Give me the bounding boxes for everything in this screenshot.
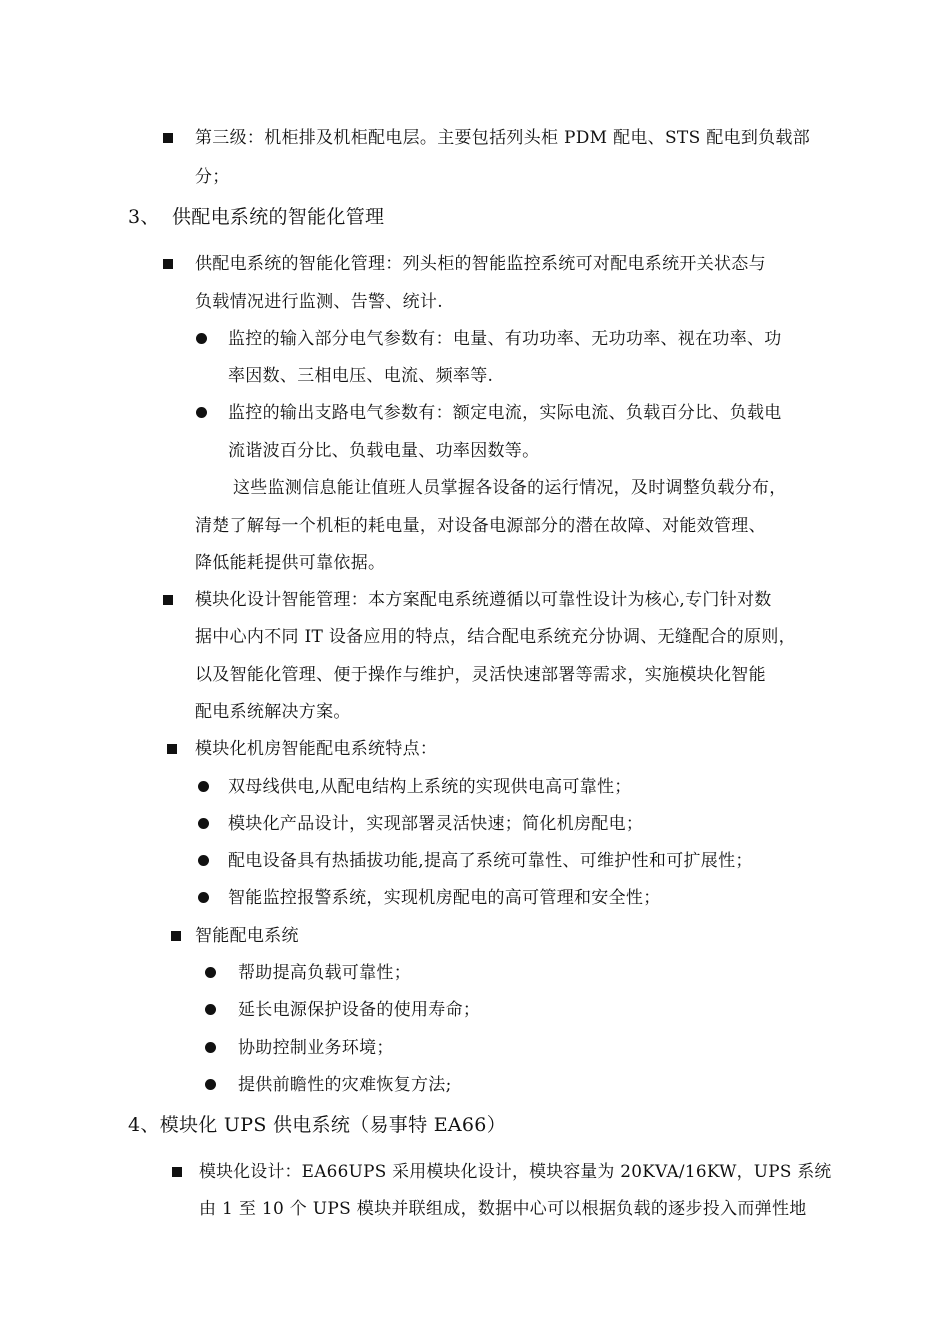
bullet-management-line2: 负载情况进行监测、告警、统计. [195,292,443,312]
square-bullet-icon [163,595,173,605]
benefit-item: 协助控制业务环境； [238,1038,394,1058]
square-bullet-icon [171,931,181,941]
section-3-number: 3、 [128,206,160,228]
benefit-item: 提供前瞻性的灾难恢复方法; [238,1075,452,1095]
square-bullet-icon [172,1167,182,1177]
round-bullet-icon [205,1079,216,1090]
bullet-level3-line2: 分； [195,167,230,187]
bullet-management-line1: 供配电系统的智能化管理：列头柜的智能监控系统可对配电系统开关状态与 [195,254,766,274]
round-bullet-icon [198,855,209,866]
ups-design-line1: 模块化设计：EA66UPS 采用模块化设计，模块容量为 20KVA/16KW，UPS 系统 [199,1162,832,1182]
input-params-line1: 监控的输入部分电气参数有：电量、有功功率、无功功率、视在功率、功 [228,329,782,349]
square-bullet-icon [163,133,173,143]
feature-item: 配电设备具有热插拔功能,提高了系统可靠性、可维护性和可扩展性； [228,851,753,871]
bullet-level3-line1: 第三级：机柜排及机柜配电层。主要包括列头柜 PDM 配电、STS 配电到负载部 [195,128,811,148]
features-heading: 模块化机房智能配电系统特点： [195,739,438,759]
output-params-line2: 流谐波百分比、负载电量、功率因数等。 [228,441,540,461]
round-bullet-icon [205,967,216,978]
section-4-heading: 4、模块化 UPS 供电系统（易事特 EA66） [128,1114,506,1136]
smart-distribution-heading: 智能配电系统 [195,926,299,946]
section-3-heading: 供配电系统的智能化管理 [172,206,385,228]
feature-item: 双母线供电,从配电结构上系统的实现供电高可靠性； [228,777,632,797]
input-params-line2: 率因数、三相电压、电流、频率等. [228,366,494,386]
round-bullet-icon [205,1042,216,1053]
round-bullet-icon [205,1004,216,1015]
output-params-line1: 监控的输出支路电气参数有：额定电流，实际电流、负载百分比、负载电 [228,403,782,423]
round-bullet-icon [196,407,207,418]
monitoring-paragraph-line2: 清楚了解每一个机柜的耗电量，对设备电源部分的潜在故障、对能效管理、 [195,516,766,536]
monitoring-paragraph-line1: 这些监测信息能让值班人员掌握各设备的运行情况，及时调整负载分布， [233,478,787,498]
modular-design-line1: 模块化设计智能管理：本方案配电系统遵循以可靠性设计为核心,专门针对数 [195,590,772,610]
benefit-item: 延长电源保护设备的使用寿命； [238,1000,481,1020]
modular-design-line4: 配电系统解决方案。 [195,702,351,722]
feature-item: 智能监控报警系统，实现机房配电的高可管理和安全性； [228,888,661,908]
benefit-item: 帮助提高负载可靠性； [238,963,411,983]
modular-design-line3: 以及智能化管理、便于操作与维护，灵活快速部署等需求，实施模块化智能 [195,665,766,685]
round-bullet-icon [198,818,209,829]
round-bullet-icon [198,892,209,903]
monitoring-paragraph-line3: 降低能耗提供可靠依据。 [195,553,386,573]
round-bullet-icon [196,333,207,344]
ups-design-line2: 由 1 至 10 个 UPS 模块并联组成，数据中心可以根据负载的逐步投入而弹性地 [199,1199,807,1219]
square-bullet-icon [163,259,173,269]
square-bullet-icon [167,744,177,754]
feature-item: 模块化产品设计，实现部署灵活快速；简化机房配电； [228,814,644,834]
round-bullet-icon [198,781,209,792]
modular-design-line2: 据中心内不同 IT 设备应用的特点，结合配电系统充分协调、无缝配合的原则， [195,627,796,647]
